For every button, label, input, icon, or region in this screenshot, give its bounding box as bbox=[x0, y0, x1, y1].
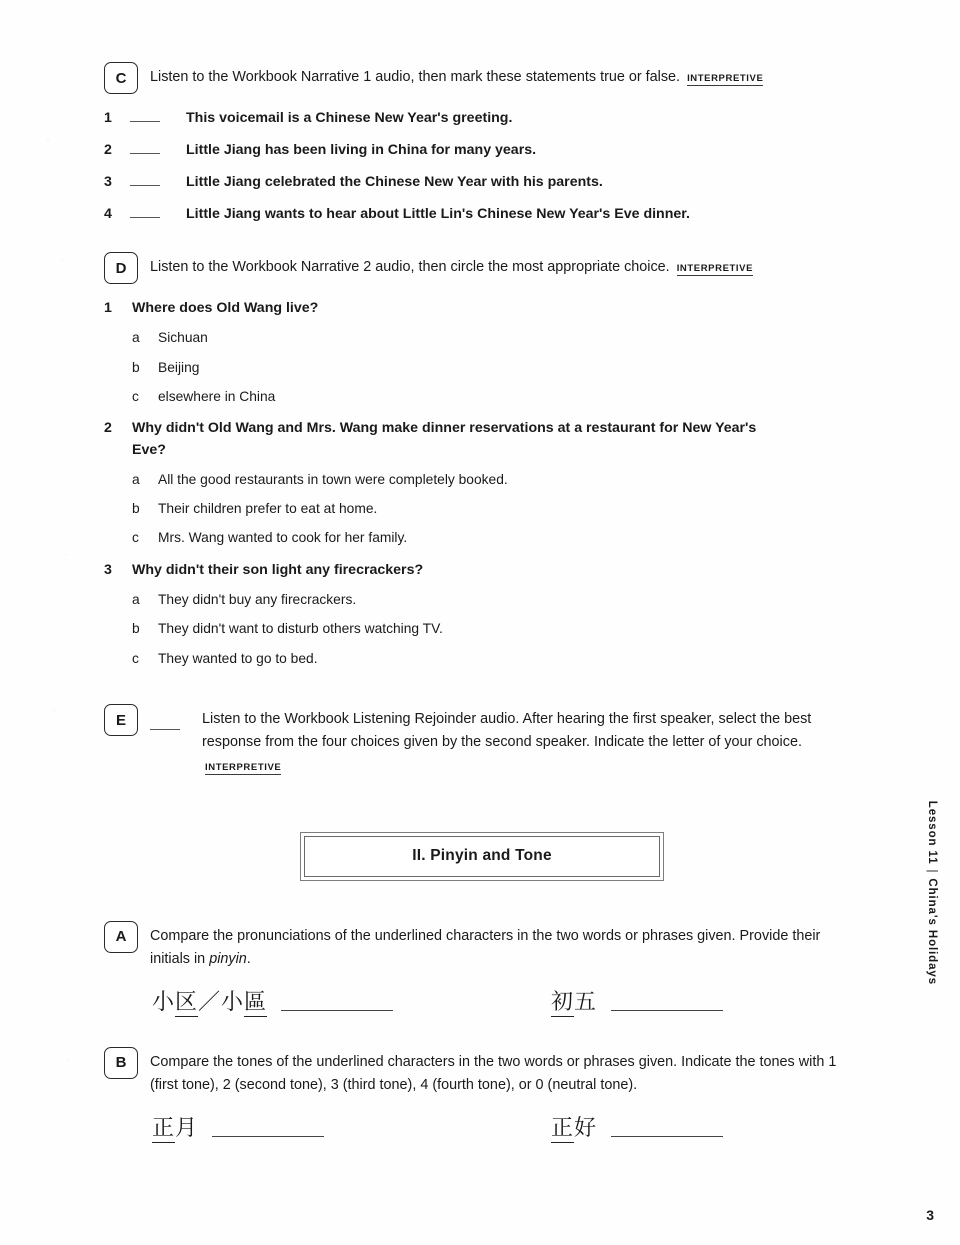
choice-text: They wanted to go to bed. bbox=[158, 650, 318, 666]
choice-text: All the good restaurants in town were completely booked. bbox=[158, 471, 508, 487]
exercise-e-header bbox=[104, 704, 860, 778]
true-false-row bbox=[104, 174, 860, 190]
char-underlined: 初 bbox=[551, 989, 575, 1015]
choice-option[interactable] bbox=[104, 649, 860, 668]
choice-text: Sichuan bbox=[158, 330, 208, 346]
choice-letter: c bbox=[132, 650, 139, 666]
choice-list bbox=[104, 590, 860, 668]
answer-blank[interactable] bbox=[130, 206, 160, 218]
exercise-d-instruction bbox=[150, 252, 860, 279]
char-plain: ／小 bbox=[198, 989, 245, 1015]
char-plain: 月 bbox=[175, 1115, 199, 1141]
statement-text: Little Jiang celebrated the Chinese New Year with his parents. bbox=[186, 174, 603, 190]
exercise-e bbox=[104, 704, 860, 778]
running-head-lesson: Lesson 11 bbox=[926, 800, 938, 865]
choice-letter: a bbox=[132, 592, 140, 608]
choice-option[interactable] bbox=[104, 590, 860, 609]
section-banner-wrapper bbox=[104, 832, 860, 881]
exercise-c-letter-box: C bbox=[104, 62, 138, 94]
pinyin-answer-row bbox=[104, 990, 860, 1015]
answer-blank[interactable] bbox=[130, 142, 160, 154]
exercise-e-instruction-text: Listen to the Workbook Listening Rejoinder audio. After hearing the first speaker, select the best response from the four choices given by the second speaker. Indicate the letter of your choice. bbox=[202, 711, 812, 751]
choice-list bbox=[104, 328, 860, 406]
pinyin-exercise-a-instruction bbox=[150, 921, 860, 972]
char-underlined: 区 bbox=[175, 989, 199, 1015]
choice-text: elsewhere in China bbox=[158, 388, 276, 404]
multiple-choice-item bbox=[104, 560, 860, 668]
choice-option[interactable] bbox=[104, 619, 860, 638]
pinyin-item-2-characters bbox=[551, 990, 597, 1015]
char-underlined: 正 bbox=[551, 1115, 575, 1141]
pinyin-item-1 bbox=[104, 990, 537, 1015]
choice-letter: a bbox=[132, 471, 140, 487]
multiple-choice-item bbox=[104, 298, 860, 406]
tone-item-2-characters bbox=[551, 1116, 597, 1141]
running-head bbox=[926, 801, 938, 985]
pinyin-instruction-part1: Compare the pronunciations of the underlined characters in the two words or phrases given. Provide their initials in bbox=[150, 927, 821, 968]
choice-letter: c bbox=[132, 388, 139, 404]
choice-letter: b bbox=[132, 501, 140, 517]
pinyin-answer-blank[interactable] bbox=[611, 1006, 723, 1011]
item-number: 1 bbox=[104, 110, 112, 126]
question-text: Why didn't Old Wang and Mrs. Wang make dinner reservations at a restaurant for New Year's Eve? bbox=[132, 420, 757, 458]
question-stem bbox=[104, 298, 860, 319]
tone-item-1 bbox=[104, 1116, 537, 1141]
answer-blank[interactable] bbox=[130, 174, 160, 186]
tone-item-1-characters bbox=[152, 1116, 198, 1141]
true-false-row bbox=[104, 206, 860, 222]
exercise-c bbox=[104, 62, 860, 222]
pinyin-instruction-italic: pinyin bbox=[209, 951, 247, 968]
page-number: 3 bbox=[926, 1207, 934, 1223]
tone-exercise-b-header bbox=[104, 1047, 860, 1098]
question-stem bbox=[104, 418, 860, 461]
multiple-choice-item bbox=[104, 418, 860, 548]
question-stem bbox=[104, 560, 860, 581]
tone-item-2 bbox=[537, 1116, 723, 1141]
exercise-e-letter-box: E bbox=[104, 704, 138, 736]
running-head-title: China's Holidays bbox=[926, 878, 938, 985]
pinyin-answer-blank[interactable] bbox=[281, 1006, 393, 1011]
statement-text: Little Jiang has been living in China for many years. bbox=[186, 142, 537, 158]
item-number: 2 bbox=[104, 142, 112, 158]
choice-text: Their children prefer to eat at home. bbox=[158, 501, 378, 517]
scan-speckle-texture bbox=[40, 100, 80, 1150]
choice-text: Beijing bbox=[158, 359, 200, 375]
multiple-choice-list bbox=[104, 298, 860, 668]
statement-text: This voicemail is a Chinese New Year's greeting. bbox=[186, 110, 513, 126]
tone-exercise-b bbox=[104, 1047, 860, 1141]
tone-exercise-b-instruction: Compare the tones of the underlined characters in the two words or phrases given. Indicate the tones with 1 (first tone), 2 (second tone), 3 (third tone), 4 (fourth tone), or 0 (neutral tone). bbox=[150, 1053, 837, 1094]
char-underlined: 正 bbox=[152, 1115, 176, 1141]
choice-option[interactable] bbox=[104, 470, 860, 489]
item-number: 3 bbox=[104, 174, 112, 190]
running-head-separator: | bbox=[926, 869, 938, 874]
pinyin-exercise-a-header bbox=[104, 921, 860, 972]
char-underlined: 區 bbox=[244, 989, 268, 1015]
true-false-list bbox=[104, 110, 860, 222]
choice-option[interactable] bbox=[104, 358, 860, 377]
char-plain: 五 bbox=[574, 989, 598, 1015]
true-false-row bbox=[104, 110, 860, 126]
choice-letter: b bbox=[132, 359, 140, 375]
tone-answer-row bbox=[104, 1116, 860, 1141]
choice-list bbox=[104, 470, 860, 548]
pinyin-item-1-characters bbox=[152, 990, 267, 1015]
char-plain: 好 bbox=[574, 1115, 598, 1141]
item-number: 4 bbox=[104, 206, 112, 222]
exercise-d bbox=[104, 252, 860, 668]
exercise-d-header bbox=[104, 252, 860, 284]
choice-text: Mrs. Wang wanted to cook for her family. bbox=[158, 530, 408, 546]
question-number: 2 bbox=[104, 420, 112, 437]
choice-option[interactable] bbox=[104, 328, 860, 347]
exercise-d-letter-box: D bbox=[104, 252, 138, 284]
question-text: Why didn't their son light any firecrackers? bbox=[132, 561, 424, 578]
tone-answer-blank[interactable] bbox=[212, 1132, 324, 1137]
exercise-c-mode-tag: INTERPRETIVE bbox=[687, 73, 764, 84]
choice-letter: b bbox=[132, 621, 140, 637]
tone-answer-blank[interactable] bbox=[611, 1132, 723, 1137]
exercise-e-mode-tag: INTERPRETIVE bbox=[205, 761, 282, 773]
question-text: Where does Old Wang live? bbox=[132, 300, 319, 316]
section-banner-title: II. Pinyin and Tone bbox=[304, 836, 660, 877]
choice-option[interactable] bbox=[104, 499, 860, 518]
exercise-d-mode-tag: INTERPRETIVE bbox=[676, 263, 754, 274]
choice-option[interactable] bbox=[104, 528, 860, 547]
pinyin-item-2 bbox=[537, 990, 723, 1015]
exercise-c-instruction bbox=[150, 62, 860, 89]
pinyin-instruction-part3: . bbox=[246, 951, 251, 968]
page-content bbox=[104, 62, 860, 1147]
true-false-row bbox=[104, 142, 860, 158]
section-banner bbox=[300, 832, 664, 881]
statement-text: Little Jiang wants to hear about Little Lin's Chinese New Year's Eve dinner. bbox=[186, 206, 690, 222]
pinyin-exercise-a-letter-box: A bbox=[104, 921, 138, 953]
pinyin-exercise-a bbox=[104, 921, 860, 1015]
char-plain: 小 bbox=[152, 989, 176, 1015]
answer-blank[interactable] bbox=[130, 110, 160, 122]
exercise-d-instruction-text: Listen to the Workbook Narrative 2 audio, then circle the most appropriate choice. bbox=[150, 259, 670, 275]
choice-text: They didn't want to disturb others watching TV. bbox=[158, 621, 443, 637]
exercise-c-header bbox=[104, 62, 860, 94]
choice-letter: c bbox=[132, 530, 139, 546]
question-number: 3 bbox=[104, 561, 112, 578]
question-number: 1 bbox=[104, 300, 112, 316]
exercise-e-answer-blank[interactable] bbox=[150, 718, 180, 730]
exercise-c-instruction-text: Listen to the Workbook Narrative 1 audio, then mark these statements true or false. bbox=[150, 69, 681, 85]
choice-letter: a bbox=[132, 330, 140, 346]
choice-option[interactable] bbox=[104, 387, 860, 406]
exercise-e-instruction bbox=[202, 704, 860, 778]
choice-text: They didn't buy any firecrackers. bbox=[158, 592, 357, 608]
tone-exercise-b-letter-box: B bbox=[104, 1047, 138, 1079]
